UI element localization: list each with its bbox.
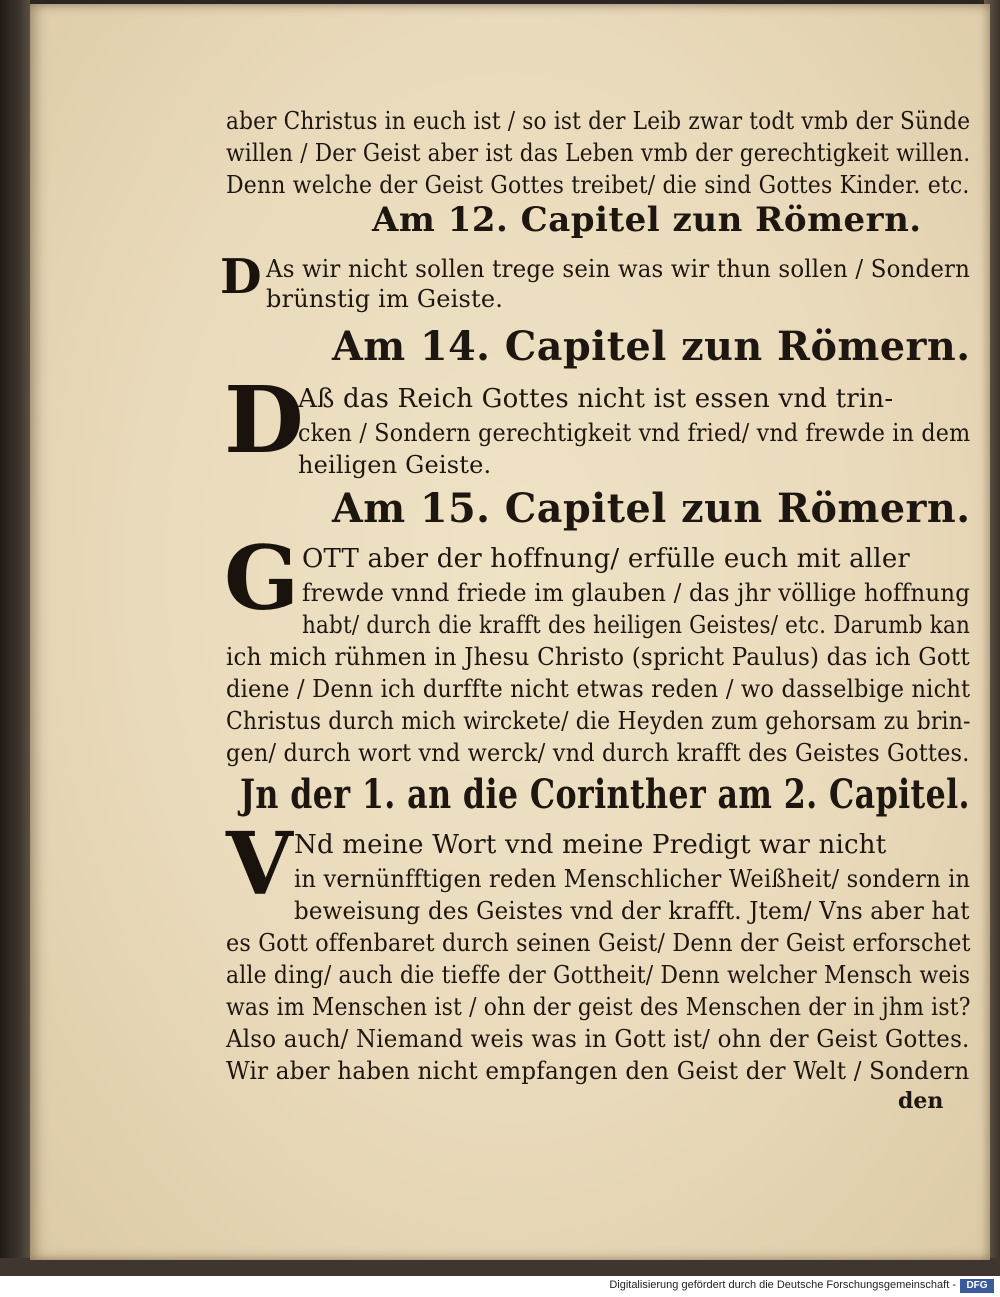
text-line: heiligen Geiste. [298, 451, 492, 479]
chapter-heading: Am 12. Capitel zun Römern. [372, 200, 922, 240]
initial-letter: G [224, 526, 300, 630]
text-line: frewde vnnd friede im glauben / das jhr völlige hoffnung [302, 579, 971, 607]
text-line: As wir nicht sollen trege sein was wir thun sollen / Sondern [266, 255, 971, 283]
text-line: OTT aber der hoffnung/ erfülle euch mit aller [302, 544, 911, 574]
funding-credit: Digitalisierung gefördert durch die Deutsche Forschungsgemeinschaft - [609, 1279, 956, 1291]
page-text [30, 4, 990, 1260]
text-line: Denn welche der Geist Gottes treibet/ die sind Gottes Kinder. etc. [226, 171, 970, 199]
text-line: cken / Sondern gerechtigkeit vnd fried/ vnd frewde in dem [298, 419, 971, 447]
text-line: Also auch/ Niemand weis was in Gott ist/ ohn der Geist Gottes. [226, 1025, 970, 1053]
text-line: brünstig im Geiste. [266, 285, 504, 313]
dfg-logo: DFG [960, 1279, 994, 1293]
page-bottom-edge [0, 1258, 1000, 1276]
text-line: habt/ durch die krafft des heiligen Geistes/ etc. Darumb kan [302, 611, 971, 639]
initial-letter: D [224, 366, 304, 474]
initial-letter: V [226, 814, 293, 915]
text-line: beweisung des Geistes vnd der krafft. Jtem/ Vns aber hat [294, 897, 970, 925]
book-page [30, 4, 990, 1260]
chapter-heading: Am 14. Capitel zun Römern. [332, 323, 971, 370]
text-line: was im Menschen ist / ohn der geist des Menschen der in jhm ist? [226, 993, 971, 1021]
footer-bar [0, 1276, 1000, 1297]
text-line: willen / Der Geist aber ist das Leben vmb der gerechtigkeit willen. [226, 139, 971, 167]
chapter-heading: Jn der 1. an die Corinther am 2. Capitel. [240, 771, 970, 818]
chapter-heading: Am 15. Capitel zun Römern. [332, 485, 971, 532]
text-line: Nd meine Wort vnd meine Predigt war nicht [294, 830, 887, 860]
text-line: gen/ durch wort vnd werck/ vnd durch krafft des Geistes Gottes. [226, 739, 970, 767]
initial-letter: D [220, 249, 262, 305]
text-line: ich mich rühmen in Jhesu Christo (spricht Paulus) das ich Gott [226, 643, 970, 671]
book-spine-edge [0, 0, 30, 1276]
text-line: es Gott offenbaret durch seinen Geist/ Denn der Geist erforschet [226, 929, 971, 957]
text-line: Aß das Reich Gottes nicht ist essen vnd trin- [298, 384, 894, 414]
text-line: Christus durch mich wirckete/ die Heyden zum gehorsam zu brin- [226, 707, 971, 735]
text-line: aber Christus in euch ist / so ist der Leib zwar todt vmb der Sünde [226, 107, 971, 135]
text-line: Wir aber haben nicht empfangen den Geist der Welt / Sondern [226, 1057, 970, 1085]
text-line: alle ding/ auch die tieffe der Gottheit/ Denn welcher Mensch weis [226, 961, 971, 989]
catchword: den [898, 1088, 944, 1114]
text-line: diene / Denn ich durffte nicht etwas reden / wo dasselbige nicht [226, 675, 971, 703]
text-line: in vernünfftigen reden Menschlicher Weißheit/ sondern in [294, 865, 971, 893]
